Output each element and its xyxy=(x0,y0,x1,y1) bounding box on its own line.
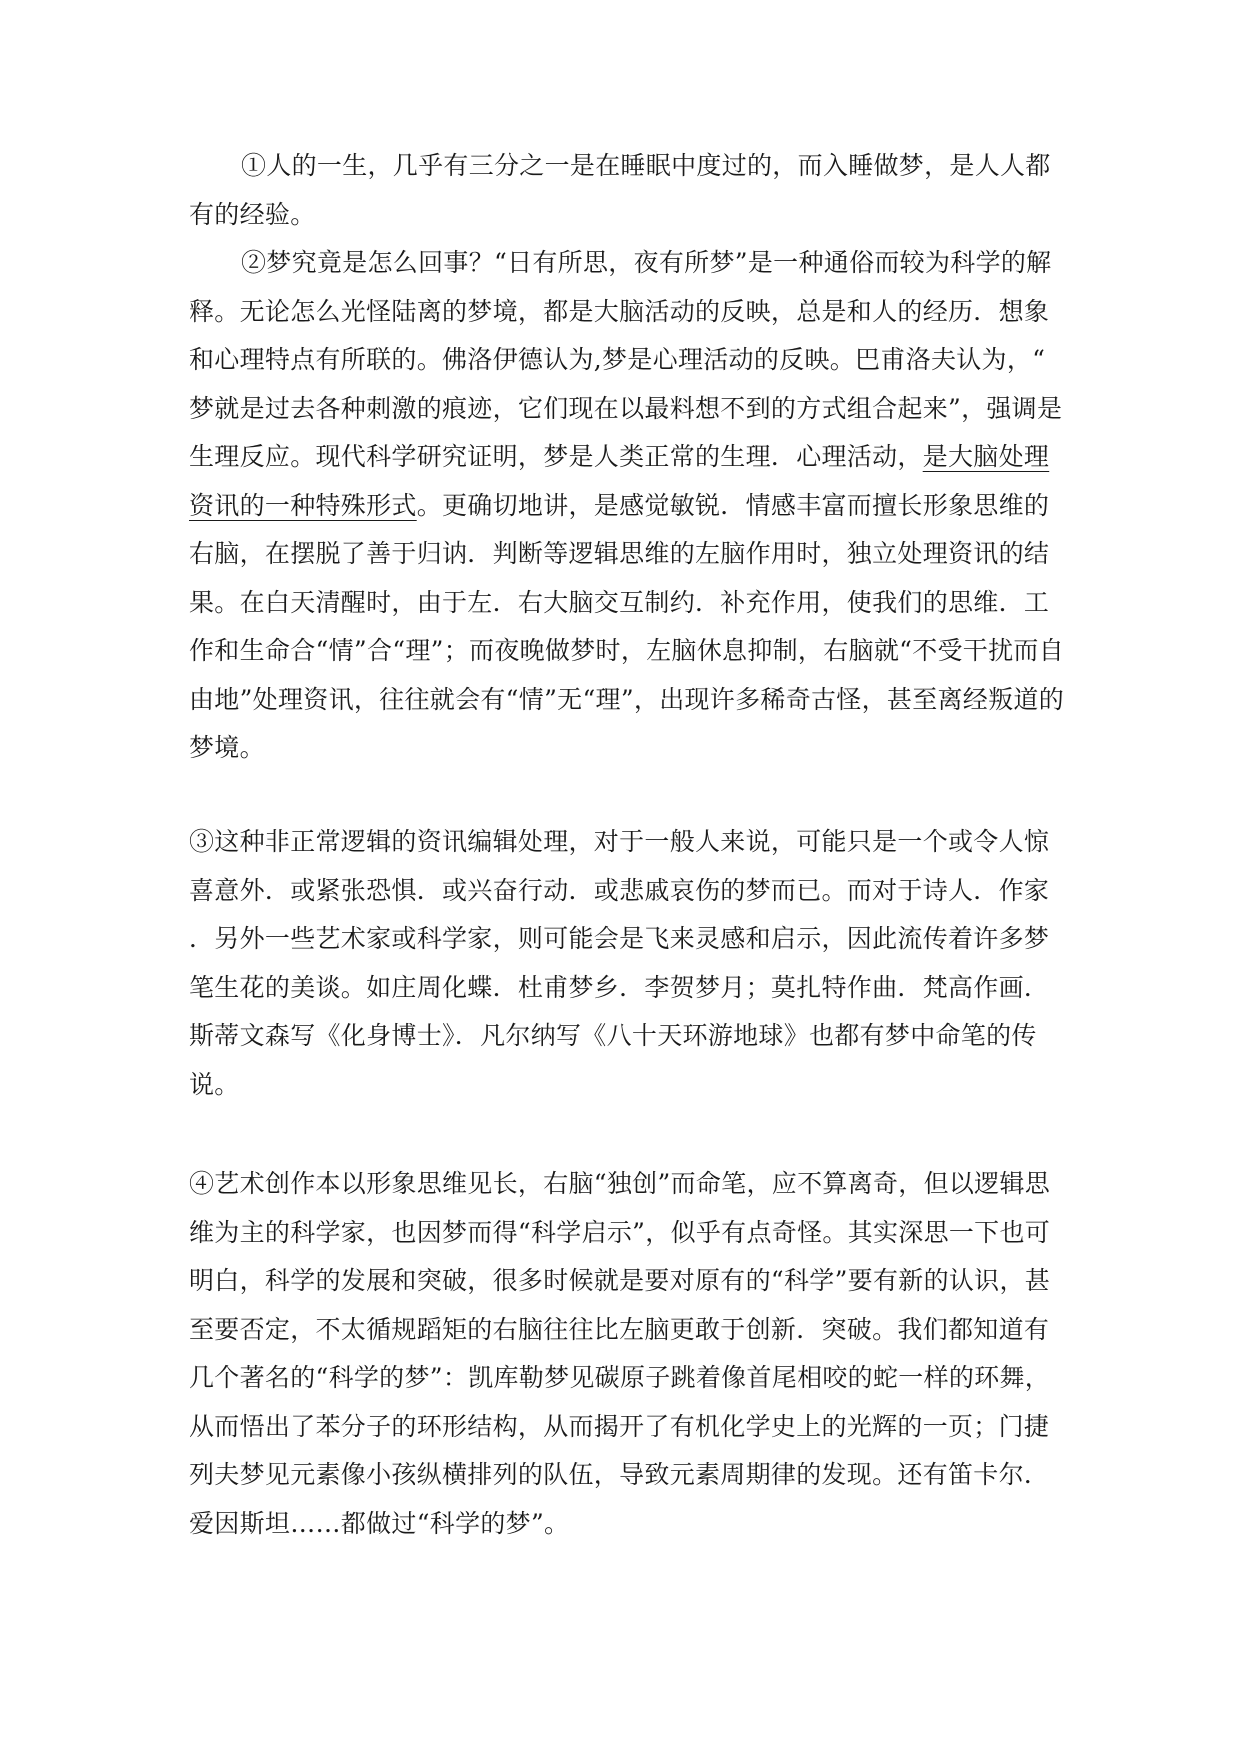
text-line: 梦境。 xyxy=(189,733,265,762)
text-line: ．另外一些艺术家或科学家，则可能会是飞来灵感和启示，因此流传着许多梦 xyxy=(189,924,1050,953)
paragraph-2 xyxy=(189,239,1069,773)
text-line: 右脑，在摆脱了善于归讷．判断等逻辑思维的左脑作用时，独立处理资讯的结 xyxy=(189,539,1050,568)
text-line: ③这种非正常逻辑的资讯编辑处理，对于一般人来说，可能只是一个或令人惊 xyxy=(189,827,1050,856)
text-line: 笔生花的美谈。如庄周化蝶．杜甫梦乡．李贺梦月；莫扎特作曲．梵高作画． xyxy=(189,972,1050,1002)
text-line: 作和生命合“情”合“理”；而夜晚做梦时，左脑休息抑制，右脑就“不受干扰而自 xyxy=(189,636,1065,665)
text-line: ④艺术创作本以形象思维见长，右脑“独创”而命笔，应不算离奇，但以逻辑思 xyxy=(189,1169,1051,1198)
text-line: 说。 xyxy=(189,1069,240,1099)
text-line: 和心理特点有所联的。佛洛伊德认为,梦是心理活动的反映。巴甫洛夫认为，“ xyxy=(189,345,1046,374)
paragraph-1 xyxy=(189,142,1069,239)
text-line: 明白，科学的发展和突破，很多时候就是要对原有的“科学”要有新的认识，甚 xyxy=(189,1266,1051,1295)
text-line: 释。无论怎么光怪陆离的梦境，都是大脑活动的反映，总是和人的经历．想象 xyxy=(189,296,1050,326)
text-line: 由地”处理资讯，往往就会有“情”无“理”，出现许多稀奇古怪，甚至离经叛道的 xyxy=(189,684,1065,714)
text-line: 爱因斯坦……都做过“科学的梦”。 xyxy=(189,1508,570,1538)
underlined-phrase: 是大脑处理 xyxy=(922,442,1050,471)
text-line: 几个著名的“科学的梦”：凯库勒梦见碳原子跳着像首尾相咬的蛇一样的环舞， xyxy=(189,1363,1051,1392)
text-line: ①人的一生，几乎有三分之一是在睡眠中度过的，而入睡做梦，是人人都 xyxy=(241,151,1051,180)
paragraph-3 xyxy=(189,818,1069,1109)
text-line xyxy=(189,482,1069,531)
paragraph-4 xyxy=(189,1160,1069,1548)
text-line: 喜意外．或紧张恐惧．或兴奋行动．或悲戚哀伤的梦而已。而对于诗人．作家 xyxy=(189,875,1050,905)
text-line: ②梦究竟是怎么回事？“日有所思，夜有所梦”是一种通俗而较为科学的解 xyxy=(241,248,1052,277)
underlined-phrase: 资讯的一种特殊形式 xyxy=(189,490,417,520)
text-line: 有的经验。 xyxy=(189,199,316,229)
text-line: 至要否定，不太循规蹈矩的右脑往往比左脑更敢于创新．突破。我们都知道有 xyxy=(189,1314,1050,1344)
text-segment: 。更确切地讲，是感觉敏锐．情感丰富而擅长形象思维的 xyxy=(416,490,1050,520)
text-line: 列夫梦见元素像小孩纵横排列的队伍，导致元素周期律的发现。还有笛卡尔． xyxy=(189,1460,1050,1489)
text-line: 从而悟出了苯分子的环形结构，从而揭开了有机化学史上的光辉的一页；门捷 xyxy=(189,1411,1050,1441)
text-segment: 生理反应。现代科学研究证明，梦是人类正常的生理．心理活动， xyxy=(189,442,923,471)
text-line: 果。在白天清醒时，由于左．右大脑交互制约．补充作用，使我们的思维．工 xyxy=(189,587,1050,617)
text-line: 维为主的科学家，也因梦而得“科学启示”，似乎有点奇怪。其实深思一下也可 xyxy=(189,1217,1051,1247)
text-line: 斯蒂文森写《化身博士》．凡尔纳写《八十天环游地球》也都有梦中命笔的传 xyxy=(189,1021,1037,1050)
text-line xyxy=(189,433,1069,482)
text-line: 梦就是过去各种刺激的痕迹，它们现在以最料想不到的方式组合起来”，强调是 xyxy=(189,393,1063,423)
